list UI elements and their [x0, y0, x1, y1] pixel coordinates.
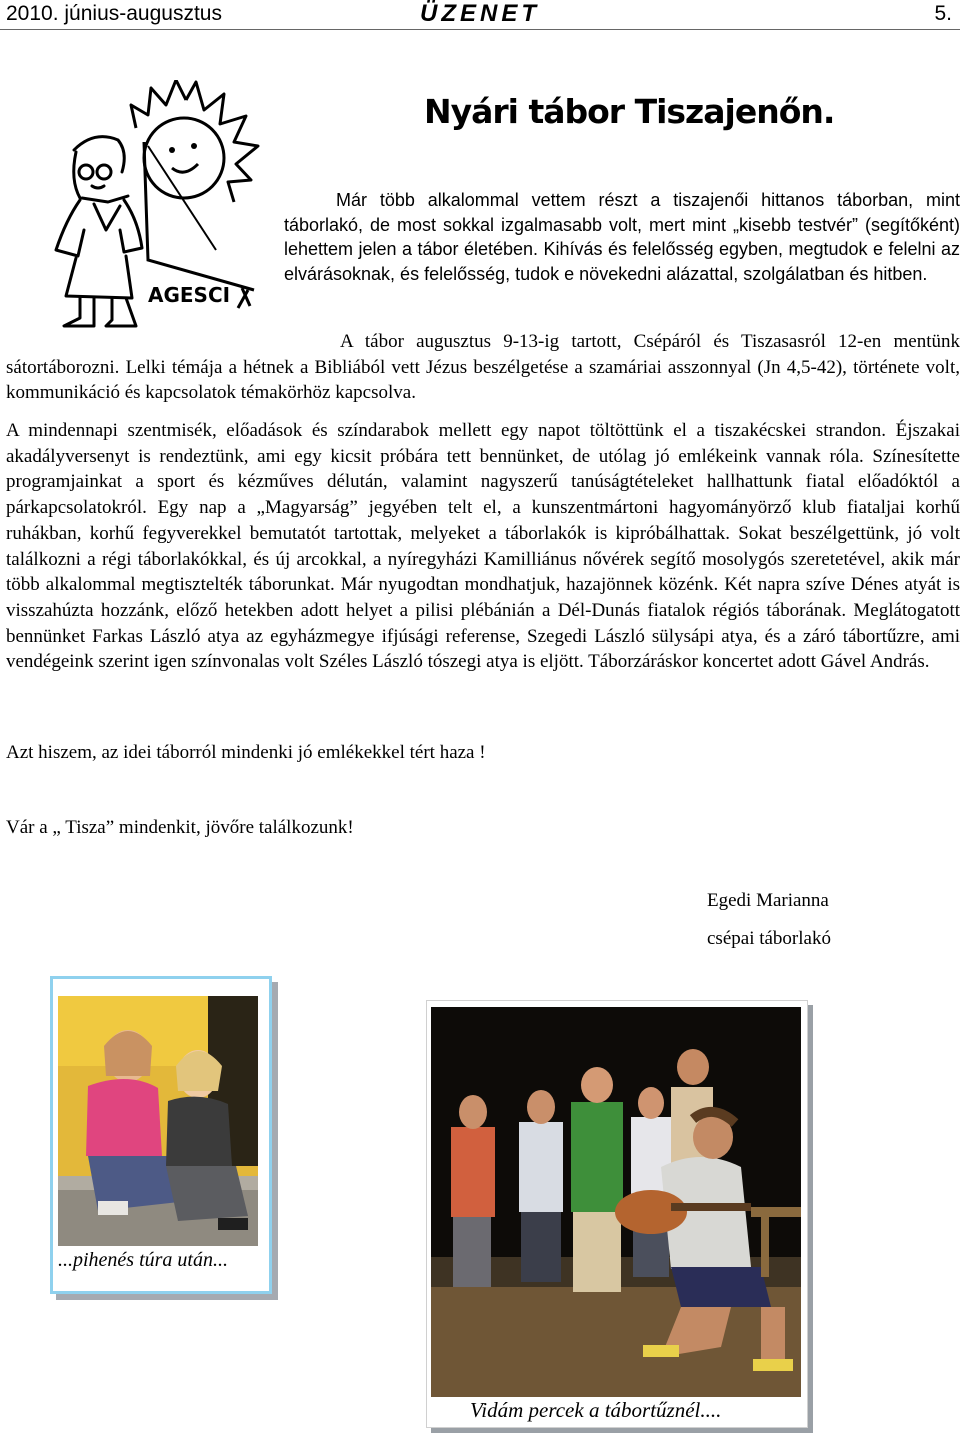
intro-paragraph: Már több alkalommal vettem részt a tiszajenői hittanos táborban, mint táborlakó, de most sokkal izgalmasabb volt, mert mint „kisebb testvér” (segítőként) lehettem jelen a tábor életében. Kihívás és felelősség egyben, megtudok e felelni az elvárásoknak, és felelősség, tudok e növekedni alázattal, szolgálatban és hitben. — [284, 190, 960, 284]
author-name: Egedi Marianna — [707, 890, 829, 911]
magazine-title: ÜZENET — [420, 0, 540, 27]
page-number: 5. — [934, 2, 952, 25]
caption-campfire: Vidám percek a tábortűznél.... — [470, 1398, 722, 1422]
photo-resting-girls — [58, 996, 258, 1246]
camp-info-paragraph: A tábor augusztus 9-13-ig tartott, Csépáról és Tiszasasról 12-en mentünk sátortáborozni. Lelki témája a hétnek a Bibliából vett Jézus beszélgetése a szamáriai asszonnyal (Jn 4,5-42), története volt, kommunikáció és kapcsolatok témakörhöz kapcsolva. — [6, 331, 960, 404]
caption-resting: ...pihenés túra után... — [58, 1249, 228, 1271]
memories-paragraph: Azt hiszem, az idei táborról mindenki jó emlékekkel tért haza ! — [6, 742, 486, 763]
camp-program-paragraph: A mindennapi szentmisék, előadások és színdarabok mellett egy napot töltöttünk el a tiszakécskei strandon. Éjszakai akadályversenyt is rendeztünk, ami egy kicsit próbára tett bennünket, de utólag jó emlékeink vannak róla. Színesítette programjainkat a sport és kézműves délután, valamint nagyszerű tanúságtételeket hallhattunk fiatal előadóktól a párkapcsolatokról. Egy nap a „Magyarság” jegyében telt el, a kunszentmártoni hagyományörző klub fiataljai korhű ruhákban, korhű fegyverekkel bemutatót tartottak, melyeket a táborlakók is kipróbálhattak. Sokat beszélgettünk, jó volt találkozni a régi táborlakókkal, és új arcokkal, a nyíregyházi Kamilliánus nővérek segítő mosolygós szeretetével, akik már több alkalommal megtisztelték táborunkat. Már nyugodtan mondhatjuk, hazajönnek közénk. Két napra szíve Dénes atyát is visszahúzta hozzánk, előző hetekben adott helyet a pilisi plébánián a Dél-Dunás fiatalok régiós táborának. Meglátogatott bennünket Farkas László atya az egyházmegye ifjúsági referense, Szegedi László sülysápi atya, és a záró tábortűzre, ami vendégeink szerint igen színvonalas volt Széles László tószegi atya is eljött. Táborzáráskor koncertet adott Gável András. — [6, 420, 960, 673]
invitation-paragraph: Vár a „ Tisza” mindenkit, jövőre találkozunk! — [6, 817, 354, 838]
header-rule — [0, 29, 960, 30]
logo-text: AGESCI — [148, 283, 231, 307]
issue-date: 2010. június-augusztus — [6, 2, 222, 25]
photo-campfire-group — [431, 1007, 801, 1397]
agesci-logo — [36, 80, 276, 330]
author-role: csépai táborlakó — [707, 928, 831, 949]
article-title: Nyári tábor Tiszajenőn. — [424, 92, 835, 131]
